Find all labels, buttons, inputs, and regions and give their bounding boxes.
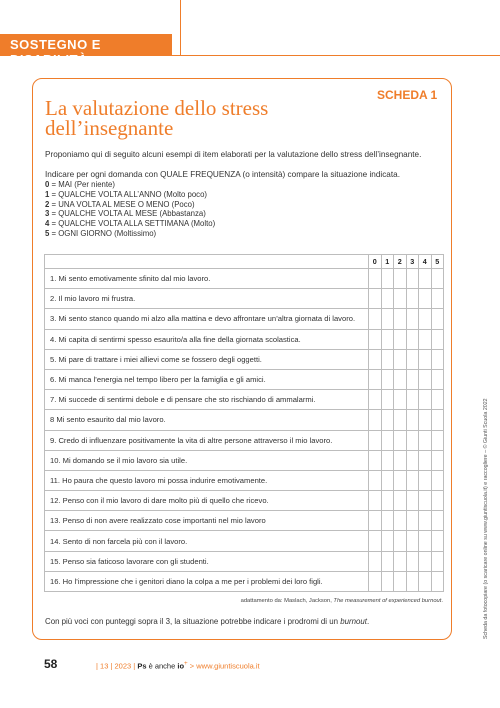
frequency-scale xyxy=(45,180,215,239)
answer-cell-4[interactable] xyxy=(419,470,432,490)
source-title: The measurement of experienced burnout xyxy=(333,598,442,604)
answer-cell-4[interactable] xyxy=(419,390,432,410)
answer-cell-2[interactable] xyxy=(394,329,407,349)
footer-website-link[interactable]: www.giuntiscuola.it xyxy=(196,661,260,671)
table-row xyxy=(45,369,444,389)
scale-value: 2 xyxy=(45,199,50,209)
answer-cell-5[interactable] xyxy=(431,349,444,369)
answer-cell-4[interactable] xyxy=(419,551,432,571)
answer-cell-5[interactable] xyxy=(431,430,444,450)
answer-cell-3[interactable] xyxy=(406,309,419,329)
answer-cell-1[interactable] xyxy=(381,470,394,490)
answer-cell-3[interactable] xyxy=(406,511,419,531)
answer-cell-1[interactable] xyxy=(381,309,394,329)
answer-cell-2[interactable] xyxy=(394,410,407,430)
answer-cell-3[interactable] xyxy=(406,551,419,571)
answer-cell-3[interactable] xyxy=(406,430,419,450)
conclusion-emphasis: burnout xyxy=(340,617,367,626)
item-statement: 9. Credo di influenzare positivamente la vita di altre persone attraverso il mio lavoro. xyxy=(45,430,369,450)
answer-cell-5[interactable] xyxy=(431,410,444,430)
footer-io-plus: + xyxy=(184,660,188,667)
table-row xyxy=(45,269,444,289)
answer-cell-5[interactable] xyxy=(431,269,444,289)
item-statement: 15. Penso sia faticoso lavorare con gli studenti. xyxy=(45,551,369,571)
item-statement: 11. Ho paura che questo lavoro mi possa indurire emotivamente. xyxy=(45,470,369,490)
table-row xyxy=(45,430,444,450)
source-citation: adattamento da: Maslach, Jackson, The measurement of experienced burnout. xyxy=(240,598,443,604)
scale-value: 1 xyxy=(45,189,50,199)
title-line-1: La valutazione dello stress xyxy=(45,96,269,120)
column-header-4: 4 xyxy=(419,255,432,269)
scale-description: = MAI (Per niente) xyxy=(49,180,115,189)
answer-cell-3[interactable] xyxy=(406,450,419,470)
scale-value: 0 xyxy=(45,180,50,189)
answer-cell-0[interactable] xyxy=(369,369,382,389)
footer-magazine: Ps xyxy=(137,661,147,671)
item-statement: 1. Mi sento emotivamente sfinito dal mio lavoro. xyxy=(45,269,369,289)
header-divider-horizontal xyxy=(172,55,500,56)
answer-cell-1[interactable] xyxy=(381,511,394,531)
answer-cell-3[interactable] xyxy=(406,289,419,309)
item-statement: 14. Sento di non farcela più con il lavoro. xyxy=(45,531,369,551)
answer-cell-4[interactable] xyxy=(419,329,432,349)
answer-cell-1[interactable] xyxy=(381,531,394,551)
section-title: SOSTEGNO E DISABILITÀ xyxy=(10,37,101,67)
table-row xyxy=(45,390,444,410)
answer-cell-5[interactable] xyxy=(431,531,444,551)
table-row xyxy=(45,491,444,511)
scale-description: = UNA VOLTA AL MESE O MENO (Poco) xyxy=(49,199,195,209)
answer-cell-0[interactable] xyxy=(369,511,382,531)
answer-cell-1[interactable] xyxy=(381,450,394,470)
footer-issue: | 13 | 2023 | xyxy=(96,661,136,671)
answer-cell-4[interactable] xyxy=(419,289,432,309)
answer-cell-5[interactable] xyxy=(431,329,444,349)
answer-cell-1[interactable] xyxy=(381,491,394,511)
answer-cell-4[interactable] xyxy=(419,349,432,369)
table-row xyxy=(45,329,444,349)
answer-cell-2[interactable] xyxy=(394,390,407,410)
answer-cell-5[interactable] xyxy=(431,369,444,389)
page-footer xyxy=(44,657,464,671)
column-header-2: 2 xyxy=(394,255,407,269)
side-copyright-note: Scheda da fotocopiare (o scaricare online su www.giuntiscuola.it) e raccogliere – © Giunti Scuola 2022 xyxy=(483,398,489,639)
title-line-2: dell’insegnante xyxy=(45,116,174,140)
page-number: 58 xyxy=(44,657,58,671)
answer-cell-4[interactable] xyxy=(419,269,432,289)
answer-cell-0[interactable] xyxy=(369,450,382,470)
table-row xyxy=(45,531,444,551)
item-statement: 10. Mi domando se il mio lavoro sia utile. xyxy=(45,450,369,470)
answer-cell-4[interactable] xyxy=(419,309,432,329)
answer-cell-3[interactable] xyxy=(406,329,419,349)
arrow-icon: > xyxy=(187,661,197,671)
column-header-1: 1 xyxy=(381,255,394,269)
table-row xyxy=(45,289,444,309)
answer-cell-0[interactable] xyxy=(369,430,382,450)
answer-cell-5[interactable] xyxy=(431,450,444,470)
answer-cell-1[interactable] xyxy=(381,269,394,289)
table-row xyxy=(45,450,444,470)
header-divider-vertical xyxy=(180,0,181,56)
answer-cell-5[interactable] xyxy=(431,491,444,511)
answer-cell-2[interactable] xyxy=(394,289,407,309)
answer-cell-0[interactable] xyxy=(369,309,382,329)
answer-cell-2[interactable] xyxy=(394,491,407,511)
table-header-row xyxy=(45,255,444,269)
item-statement: 13. Penso di non avere realizzato cose importanti nel mio lavoro xyxy=(45,511,369,531)
answer-cell-3[interactable] xyxy=(406,390,419,410)
answer-cell-4[interactable] xyxy=(419,571,432,591)
answer-cell-2[interactable] xyxy=(394,269,407,289)
table-row xyxy=(45,410,444,430)
scale-line xyxy=(45,209,215,219)
column-header-5: 5 xyxy=(431,255,444,269)
answer-cell-1[interactable] xyxy=(381,349,394,369)
table-row xyxy=(45,309,444,329)
answer-cell-1[interactable] xyxy=(381,410,394,430)
table-row xyxy=(45,470,444,490)
item-statement: 7. Mi succede di sentirmi debole e di pensare che sto rischiando di ammalarmi. xyxy=(45,390,369,410)
answer-cell-1[interactable] xyxy=(381,289,394,309)
table-row xyxy=(45,349,444,369)
answer-cell-0[interactable] xyxy=(369,551,382,571)
conclusion-text: Con più voci con punteggi sopra il 3, la situazione potrebbe indicare i prodromi di un burnout. xyxy=(45,617,370,626)
scale-line xyxy=(45,190,215,200)
answer-cell-1[interactable] xyxy=(381,430,394,450)
answer-cell-5[interactable] xyxy=(431,571,444,591)
answer-cell-0[interactable] xyxy=(369,491,382,511)
scale-description: = QUALCHE VOLTA AL MESE (Abbastanza) xyxy=(49,209,206,219)
answer-cell-1[interactable] xyxy=(381,329,394,349)
answer-cell-3[interactable] xyxy=(406,470,419,490)
scale-description: = QUALCHE VOLTA ALLA SETTIMANA (Molto) xyxy=(49,219,216,229)
answer-cell-4[interactable] xyxy=(419,430,432,450)
answer-cell-0[interactable] xyxy=(369,289,382,309)
column-header-0: 0 xyxy=(369,255,382,269)
answer-cell-0[interactable] xyxy=(369,269,382,289)
scale-line xyxy=(45,229,215,239)
answer-cell-0[interactable] xyxy=(369,329,382,349)
answer-cell-0[interactable] xyxy=(369,571,382,591)
table-row xyxy=(45,511,444,531)
answer-cell-4[interactable] xyxy=(419,531,432,551)
answer-cell-3[interactable] xyxy=(406,369,419,389)
item-statement: 12. Penso con il mio lavoro di dare molto più di quello che ricevo. xyxy=(45,491,369,511)
item-statement: 5. Mi pare di trattare i miei allievi come se fossero degli oggetti. xyxy=(45,349,369,369)
answer-cell-3[interactable] xyxy=(406,571,419,591)
answer-cell-2[interactable] xyxy=(394,369,407,389)
answer-cell-2[interactable] xyxy=(394,531,407,551)
instruction-text: Indicare per ogni domanda con QUALE FREQUENZA (o intensità) compare la situazione indicata. xyxy=(45,170,400,179)
section-header-bar xyxy=(0,34,172,67)
answer-cell-2[interactable] xyxy=(394,309,407,329)
answer-cell-3[interactable] xyxy=(406,410,419,430)
worksheet-title xyxy=(45,98,345,138)
answer-cell-2[interactable] xyxy=(394,470,407,490)
item-statement: 3. Mi sento stanco quando mi alzo alla mattina e devo affrontare un’altra giornata di lavoro. xyxy=(45,309,369,329)
answer-cell-0[interactable] xyxy=(369,390,382,410)
scale-value: 4 xyxy=(45,219,50,229)
scale-value: 5 xyxy=(45,228,50,238)
answer-cell-5[interactable] xyxy=(431,390,444,410)
worksheet-label: SCHEDA 1 xyxy=(377,88,438,102)
answer-cell-2[interactable] xyxy=(394,551,407,571)
answer-cell-2[interactable] xyxy=(394,571,407,591)
intro-text: Proponiamo qui di seguito alcuni esempi di item elaborati per la valutazione dello stress dell’insegnante. xyxy=(45,150,422,159)
footer-publication: | 13 | 2023 | Ps è anche io+ > www.giuntiscuola.it xyxy=(96,660,260,671)
scale-description: = QUALCHE VOLTA ALL’ANNO (Molto poco) xyxy=(49,189,208,199)
answer-cell-5[interactable] xyxy=(431,289,444,309)
scale-value: 3 xyxy=(45,209,50,219)
item-statement: 6. Mi manca l’energia nel tempo libero per la famiglia e gli amici. xyxy=(45,369,369,389)
answer-cell-3[interactable] xyxy=(406,491,419,511)
scale-description: = OGNI GIORNO (Moltissimo) xyxy=(49,228,157,238)
table-header-blank xyxy=(45,255,369,269)
answer-cell-2[interactable] xyxy=(394,349,407,369)
answer-cell-4[interactable] xyxy=(419,450,432,470)
answer-cell-2[interactable] xyxy=(394,511,407,531)
answer-cell-0[interactable] xyxy=(369,410,382,430)
answer-cell-5[interactable] xyxy=(431,551,444,571)
table-row xyxy=(45,551,444,571)
footer-io: io xyxy=(177,661,185,671)
item-statement: 16. Ho l’impressione che i genitori diano la colpa a me per i problemi dei loro figli. xyxy=(45,571,369,591)
answer-cell-1[interactable] xyxy=(381,571,394,591)
answer-cell-0[interactable] xyxy=(369,531,382,551)
answer-cell-4[interactable] xyxy=(419,491,432,511)
assessment-table xyxy=(44,254,444,592)
scale-line xyxy=(45,200,215,210)
item-statement: 4. Mi capita di sentirmi spesso esaurito/a alla fine della giornata scolastica. xyxy=(45,329,369,349)
answer-cell-1[interactable] xyxy=(381,369,394,389)
answer-cell-5[interactable] xyxy=(431,309,444,329)
scale-line xyxy=(45,219,215,229)
answer-cell-0[interactable] xyxy=(369,470,382,490)
answer-cell-5[interactable] xyxy=(431,470,444,490)
table-row xyxy=(45,571,444,591)
scale-line xyxy=(45,180,215,190)
answer-cell-2[interactable] xyxy=(394,430,407,450)
answer-cell-5[interactable] xyxy=(431,511,444,531)
answer-cell-3[interactable] xyxy=(406,269,419,289)
answer-cell-4[interactable] xyxy=(419,511,432,531)
answer-cell-1[interactable] xyxy=(381,390,394,410)
column-header-3: 3 xyxy=(406,255,419,269)
answer-cell-1[interactable] xyxy=(381,551,394,571)
item-statement: 2. Il mio lavoro mi frustra. xyxy=(45,289,369,309)
answer-cell-2[interactable] xyxy=(394,450,407,470)
answer-cell-4[interactable] xyxy=(419,410,432,430)
answer-cell-0[interactable] xyxy=(369,349,382,369)
answer-cell-4[interactable] xyxy=(419,369,432,389)
answer-cell-3[interactable] xyxy=(406,349,419,369)
item-statement: 8 Mi sento esaurito dal mio lavoro. xyxy=(45,410,369,430)
answer-cell-3[interactable] xyxy=(406,531,419,551)
